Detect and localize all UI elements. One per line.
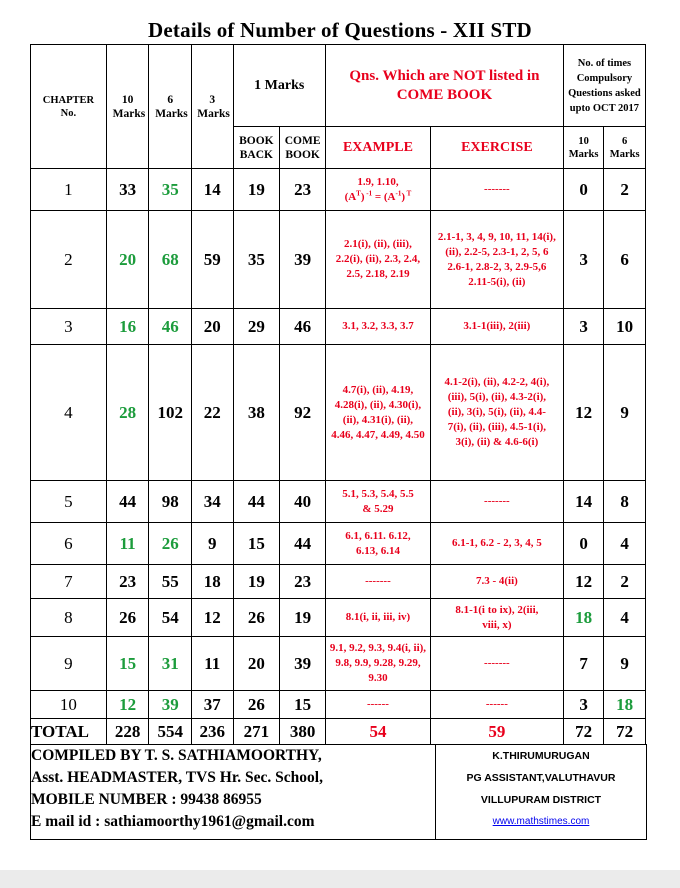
example-cell: ------- — [325, 565, 430, 599]
ten-marks-cell: 33 — [106, 169, 149, 211]
chapter-cell: 2 — [31, 211, 107, 309]
chapter-cell: 9 — [31, 637, 107, 691]
header-comp-6: 6 Marks — [604, 127, 646, 169]
total-example: 54 — [325, 719, 430, 745]
exercise-cell: ------- — [430, 637, 563, 691]
comp-six-cell: 9 — [604, 637, 646, 691]
chapter-cell: 5 — [31, 481, 107, 523]
six-marks-cell: 102 — [149, 345, 192, 481]
six-marks-cell: 46 — [149, 309, 192, 345]
ten-marks-cell: 20 — [106, 211, 149, 309]
compiler-email: E mail id : sathiamoorthy1961@gmail.com — [31, 813, 315, 830]
comp-ten-cell: 14 — [563, 481, 604, 523]
ten-marks-cell: 15 — [106, 637, 149, 691]
comp-six-cell: 9 — [604, 345, 646, 481]
chapter-cell: 4 — [31, 345, 107, 481]
total-ten-marks: 228 — [106, 719, 149, 745]
ten-marks-cell: 12 — [106, 691, 149, 719]
compiler-mobile: MOBILE NUMBER : 99438 86955 — [31, 791, 262, 808]
ten-marks-cell: 44 — [106, 481, 149, 523]
chapter-cell: 3 — [31, 309, 107, 345]
come-book-cell: 92 — [280, 345, 326, 481]
exercise-cell: ------- — [430, 481, 563, 523]
questions-table — [30, 44, 646, 745]
total-book-back: 271 — [233, 719, 280, 745]
come-book-cell: 46 — [280, 309, 326, 345]
example-cell: 4.7(i), (ii), 4.19, 4.28(i), (ii), 4.30(i), (ii), 4.31(i), (ii), 4.46, 4.47, 4.49, 4.50 — [325, 345, 430, 481]
comp-ten-cell: 3 — [563, 211, 604, 309]
total-comp-ten: 72 — [563, 719, 604, 745]
three-marks-cell: 14 — [191, 169, 233, 211]
table-row — [31, 309, 646, 345]
total-three-marks: 236 — [191, 719, 233, 745]
example-cell: ------ — [325, 691, 430, 719]
comp-six-cell: 2 — [604, 565, 646, 599]
exercise-cell: ------- — [430, 169, 563, 211]
total-six-marks: 554 — [149, 719, 192, 745]
example-cell: 9.1, 9.2, 9.3, 9.4(i, ii), 9.8, 9.9, 9.28, 9.29, 9.30 — [325, 637, 430, 691]
three-marks-cell: 34 — [191, 481, 233, 523]
exercise-cell: 2.1-1, 3, 4, 9, 10, 11, 14(i), (ii), 2.2-5, 2.3-1, 2, 5, 6 2.6-1, 2.8-2, 3, 2.9-5,6 2.11-5(i), (ii) — [430, 211, 563, 309]
header-book-back: BOOK BACK — [233, 127, 280, 169]
comp-six-cell: 6 — [604, 211, 646, 309]
table-row — [31, 637, 646, 691]
header-6-marks: 6 Marks — [149, 45, 192, 169]
exercise-cell: 8.1-1(i to ix), 2(iii, viii, x) — [430, 599, 563, 637]
three-marks-cell: 59 — [191, 211, 233, 309]
exercise-cell: ------ — [430, 691, 563, 719]
book-back-cell: 29 — [233, 309, 280, 345]
header-exercise: EXERCISE — [430, 127, 563, 169]
header-chapter: CHAPTER No. — [31, 45, 107, 169]
comp-six-cell: 8 — [604, 481, 646, 523]
chapter-cell: 10 — [31, 691, 107, 719]
three-marks-cell: 22 — [191, 345, 233, 481]
page-title: Details of Number of Questions - XII STD — [148, 18, 532, 42]
comp-ten-cell: 0 — [563, 523, 604, 565]
book-back-cell: 38 — [233, 345, 280, 481]
total-label: TOTAL — [31, 719, 107, 745]
exercise-cell: 6.1-1, 6.2 - 2, 3, 4, 5 — [430, 523, 563, 565]
three-marks-cell: 37 — [191, 691, 233, 719]
come-book-cell: 44 — [280, 523, 326, 565]
book-back-cell: 19 — [233, 169, 280, 211]
example-cell: 5.1, 5.3, 5.4, 5.5 & 5.29 — [325, 481, 430, 523]
exercise-cell: 3.1-1(iii), 2(iii) — [430, 309, 563, 345]
example-cell: 3.1, 3.2, 3.3, 3.7 — [325, 309, 430, 345]
contributor-name: K.THIRUMURUGAN — [492, 750, 590, 762]
three-marks-cell: 12 — [191, 599, 233, 637]
comp-ten-cell: 12 — [563, 345, 604, 481]
ten-marks-cell: 16 — [106, 309, 149, 345]
contributor-designation: PG ASSISTANT,VALUTHAVUR — [466, 772, 616, 784]
comp-six-cell: 4 — [604, 523, 646, 565]
chapter-cell: 1 — [31, 169, 107, 211]
ten-marks-cell: 28 — [106, 345, 149, 481]
six-marks-cell: 98 — [149, 481, 192, 523]
come-book-cell: 23 — [280, 565, 326, 599]
footer-table — [30, 744, 647, 840]
header-10-marks: 10 Marks — [106, 45, 149, 169]
come-book-cell: 39 — [280, 211, 326, 309]
book-back-cell: 26 — [233, 691, 280, 719]
table-row — [31, 523, 646, 565]
book-back-cell: 15 — [233, 523, 280, 565]
total-row — [31, 719, 646, 745]
book-back-cell: 26 — [233, 599, 280, 637]
compiler-info — [31, 745, 436, 840]
contributor-district: VILLUPURAM DISTRICT — [480, 794, 602, 806]
bottom-strip — [0, 870, 680, 888]
total-come-book: 380 — [280, 719, 326, 745]
chapter-cell: 7 — [31, 565, 107, 599]
exercise-cell: 4.1-2(i), (ii), 4.2-2, 4(i), (iii), 5(i), (ii), 4.3-2(i), (ii), 3(i), 5(i), (ii), 4.4-7(i), (ii), (iii), 4.5-1(i), 3(i), (ii) & 4.6-6(i) — [430, 345, 563, 481]
header-compulsory: No. of times Compulsory Questions asked upto OCT 2017 — [563, 45, 645, 127]
comp-ten-cell: 12 — [563, 565, 604, 599]
ten-marks-cell: 26 — [106, 599, 149, 637]
comp-six-cell: 4 — [604, 599, 646, 637]
total-exercise: 59 — [430, 719, 563, 745]
example-cell: 8.1(i, ii, iii, iv) — [325, 599, 430, 637]
header-example: EXAMPLE — [325, 127, 430, 169]
contributor-info — [436, 745, 647, 840]
six-marks-cell: 39 — [149, 691, 192, 719]
compiler-name: COMPILED BY T. S. SATHIAMOORTHY, — [31, 747, 322, 764]
come-book-cell: 23 — [280, 169, 326, 211]
comp-six-cell: 2 — [604, 169, 646, 211]
six-marks-cell: 31 — [149, 637, 192, 691]
header-come-book: COME BOOK — [280, 127, 326, 169]
table-row — [31, 169, 646, 211]
table-row — [31, 481, 646, 523]
chapter-cell: 6 — [31, 523, 107, 565]
header-not-listed: Qns. Which are NOT listed in COME BOOK — [325, 45, 563, 127]
book-back-cell: 19 — [233, 565, 280, 599]
chapter-cell: 8 — [31, 599, 107, 637]
come-book-cell: 40 — [280, 481, 326, 523]
book-back-cell: 44 — [233, 481, 280, 523]
come-book-cell: 19 — [280, 599, 326, 637]
six-marks-cell: 26 — [149, 523, 192, 565]
six-marks-cell: 35 — [149, 169, 192, 211]
exercise-cell: 7.3 - 4(ii) — [430, 565, 563, 599]
comp-ten-cell: 3 — [563, 691, 604, 719]
comp-six-cell: 10 — [604, 309, 646, 345]
header-1-marks: 1 Marks — [233, 45, 325, 127]
ten-marks-cell: 23 — [106, 565, 149, 599]
compiler-designation: Asst. HEADMASTER, TVS Hr. Sec. School, — [31, 769, 323, 786]
six-marks-cell: 68 — [149, 211, 192, 309]
comp-ten-cell: 7 — [563, 637, 604, 691]
comp-six-cell: 18 — [604, 691, 646, 719]
three-marks-cell: 20 — [191, 309, 233, 345]
book-back-cell: 20 — [233, 637, 280, 691]
comp-ten-cell: 3 — [563, 309, 604, 345]
table-row — [31, 211, 646, 309]
header-3-marks: 3 Marks — [191, 45, 233, 169]
table-row — [31, 599, 646, 637]
six-marks-cell: 54 — [149, 599, 192, 637]
comp-ten-cell: 0 — [563, 169, 604, 211]
header-comp-10: 10 Marks — [563, 127, 604, 169]
six-marks-cell: 55 — [149, 565, 192, 599]
comp-ten-cell: 18 — [563, 599, 604, 637]
three-marks-cell: 18 — [191, 565, 233, 599]
three-marks-cell: 11 — [191, 637, 233, 691]
come-book-cell: 39 — [280, 637, 326, 691]
example-cell: 6.1, 6.11. 6.12, 6.13, 6.14 — [325, 523, 430, 565]
total-comp-six: 72 — [604, 719, 646, 745]
example-cell: 1.9, 1.10, $(A^T) ^{-1} = (A^{-1})$ $^T$ — [325, 169, 430, 211]
come-book-cell: 15 — [280, 691, 326, 719]
example-cell: 2.1(i), (ii), (iii), 2.2(i), (ii), 2.3, 2.4, 2.5, 2.18, 2.19 — [325, 211, 430, 309]
table-row — [31, 345, 646, 481]
ten-marks-cell: 11 — [106, 523, 149, 565]
three-marks-cell: 9 — [191, 523, 233, 565]
table-row — [31, 565, 646, 599]
book-back-cell: 35 — [233, 211, 280, 309]
table-row — [31, 691, 646, 719]
website-link[interactable]: www.mathstimes.com — [492, 816, 590, 827]
